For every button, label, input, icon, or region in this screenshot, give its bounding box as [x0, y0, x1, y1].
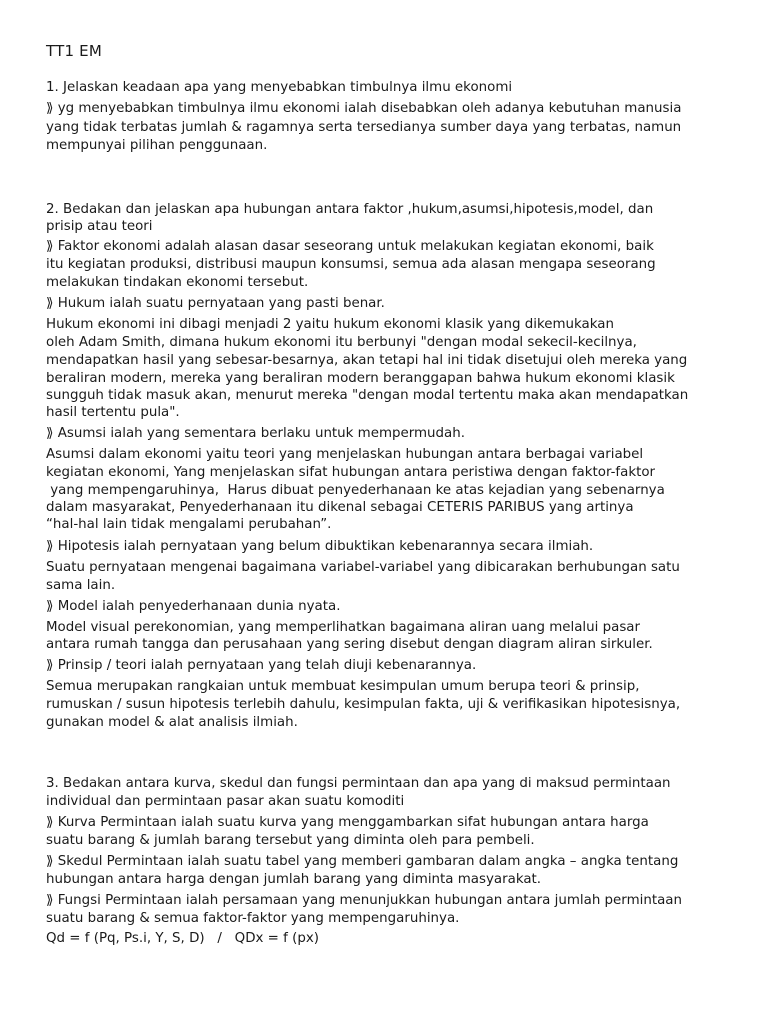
hukum-line: hasil tertentu pula".: [46, 405, 180, 420]
prinsip-line: gunakan model & alat analisis ilmiah.: [46, 715, 298, 730]
hukum-line: sungguh tidak masuk akan, menurut mereka "dengan modal tertentu maka akan mendapatkan: [46, 388, 689, 403]
model-line: Model visual perekonomian, yang memperlihatkan bagaimana aliran uang melalui pasar: [46, 620, 641, 635]
prinsip-line: ⟫ Prinsip / teori ialah pernyataan yang telah diuji kebenarannya.: [46, 658, 477, 673]
answer-1-line: mempunyai pilihan penggunaan.: [46, 138, 268, 153]
hipotesis-line: ⟫ Hipotesis ialah pernyataan yang belum dibuktikan kebenarannya secara ilmiah.: [46, 539, 594, 554]
hukum-line: mendapatkan hasil yang sebesar-besarnya, akan tetapi hal ini tidak disetujui oleh mereka yang: [46, 353, 688, 368]
hukum-line: oleh Adam Smith, dimana hukum ekonomi itu berbunyi "dengan modal sekecil-kecilnya,: [46, 335, 637, 350]
skedul-line: ⟫ Skedul Permintaan ialah suatu tabel yang memberi gambaran dalam angka – angka tentang: [46, 854, 679, 869]
hukum-line: Hukum ekonomi ini dibagi menjadi 2 yaitu hukum ekonomi klasik yang dikemukakan: [46, 317, 614, 332]
answer-1-line: ⟫ yg menyebabkan timbulnya ilmu ekonomi ialah disebabkan oleh adanya kebutuhan manusia: [46, 101, 682, 116]
question-3: 3. Bedakan antara kurva, skedul dan fungsi permintaan dan apa yang di maksud permintaan: [46, 776, 671, 791]
model-line: ⟫ Model ialah penyederhanaan dunia nyata.: [46, 599, 341, 614]
hipotesis-line: sama lain.: [46, 578, 116, 593]
asumsi-line: Asumsi dalam ekonomi yaitu teori yang menjelaskan hubungan antara berbagai variabel: [46, 447, 644, 462]
answer-1-line: yang tidak terbatas jumlah & ragamnya serta tersedianya sumber daya yang terbatas, namun: [46, 120, 682, 135]
model-line: antara rumah tangga dan perusahaan yang sering disebut dengan diagram aliran sirkuler.: [46, 637, 653, 652]
asumsi-line: kegiatan ekonomi, Yang menjelaskan sifat hubungan antara peristiwa dengan faktor-faktor: [46, 465, 656, 480]
hukum-line: ⟫ Hukum ialah suatu pernyataan yang pasti benar.: [46, 296, 385, 311]
question-2-cont: prisip atau teori: [46, 219, 153, 234]
prinsip-line: Semua merupakan rangkaian untuk membuat kesimpulan umum berupa teori & prinsip,: [46, 679, 640, 694]
question-3-cont: individual dan permintaan pasar akan suatu komoditi: [46, 794, 405, 809]
document-title: TT1 EM: [46, 42, 102, 60]
asumsi-line: ⟫ Asumsi ialah yang sementara berlaku untuk mempermudah.: [46, 426, 465, 441]
faktor-line: ⟫ Faktor ekonomi adalah alasan dasar seseorang untuk melakukan kegiatan ekonomi, baik: [46, 239, 654, 254]
question-2: 2. Bedakan dan jelaskan apa hubungan antara faktor ,hukum,asumsi,hipotesis,model, dan: [46, 202, 654, 217]
fungsi-line: ⟫ Fungsi Permintaan ialah persamaan yang menunjukkan hubungan antara jumlah permintaan: [46, 893, 682, 908]
skedul-line: hubungan antara harga dengan jumlah barang yang diminta masyarakat.: [46, 872, 542, 887]
asumsi-line: yang mempengaruhinya, Harus dibuat penyederhanaan ke atas kejadian yang sebenarnya: [46, 483, 665, 498]
hukum-line: beraliran modern, mereka yang beraliran modern beranggapan bahwa hukum ekonomi klasik: [46, 371, 675, 386]
hipotesis-line: Suatu pernyataan mengenai bagaimana variabel-variabel yang dibicarakan berhubungan satu: [46, 560, 680, 575]
asumsi-line: dalam masyarakat, Penyederhanaan itu dikenal sebagai CETERIS PARIBUS yang artinya: [46, 500, 634, 515]
kurva-line: ⟫ Kurva Permintaan ialah suatu kurva yang menggambarkan sifat hubungan antara harga: [46, 815, 649, 830]
question-1: 1. Jelaskan keadaan apa yang menyebabkan timbulnya ilmu ekonomi: [46, 80, 513, 95]
fungsi-line: suatu barang & semua faktor-faktor yang mempengaruhinya.: [46, 911, 460, 926]
kurva-line: suatu barang & jumlah barang tersebut yang diminta oleh para pembeli.: [46, 833, 535, 848]
faktor-line: itu kegiatan produksi, distribusi maupun konsumsi, semua ada alasan mengapa seseorang: [46, 257, 656, 272]
formula-line: Qd = f (Pq, Ps.i, Y, S, D) / QDx = f (px): [46, 931, 320, 946]
prinsip-line: rumuskan / susun hipotesis terlebih dahulu, kesimpulan fakta, uji & verifikasikan hipotesisnya,: [46, 697, 681, 712]
faktor-line: melakukan tindakan ekonomi tersebut.: [46, 275, 309, 290]
asumsi-line: “hal-hal lain tidak mengalami perubahan”.: [46, 517, 332, 532]
